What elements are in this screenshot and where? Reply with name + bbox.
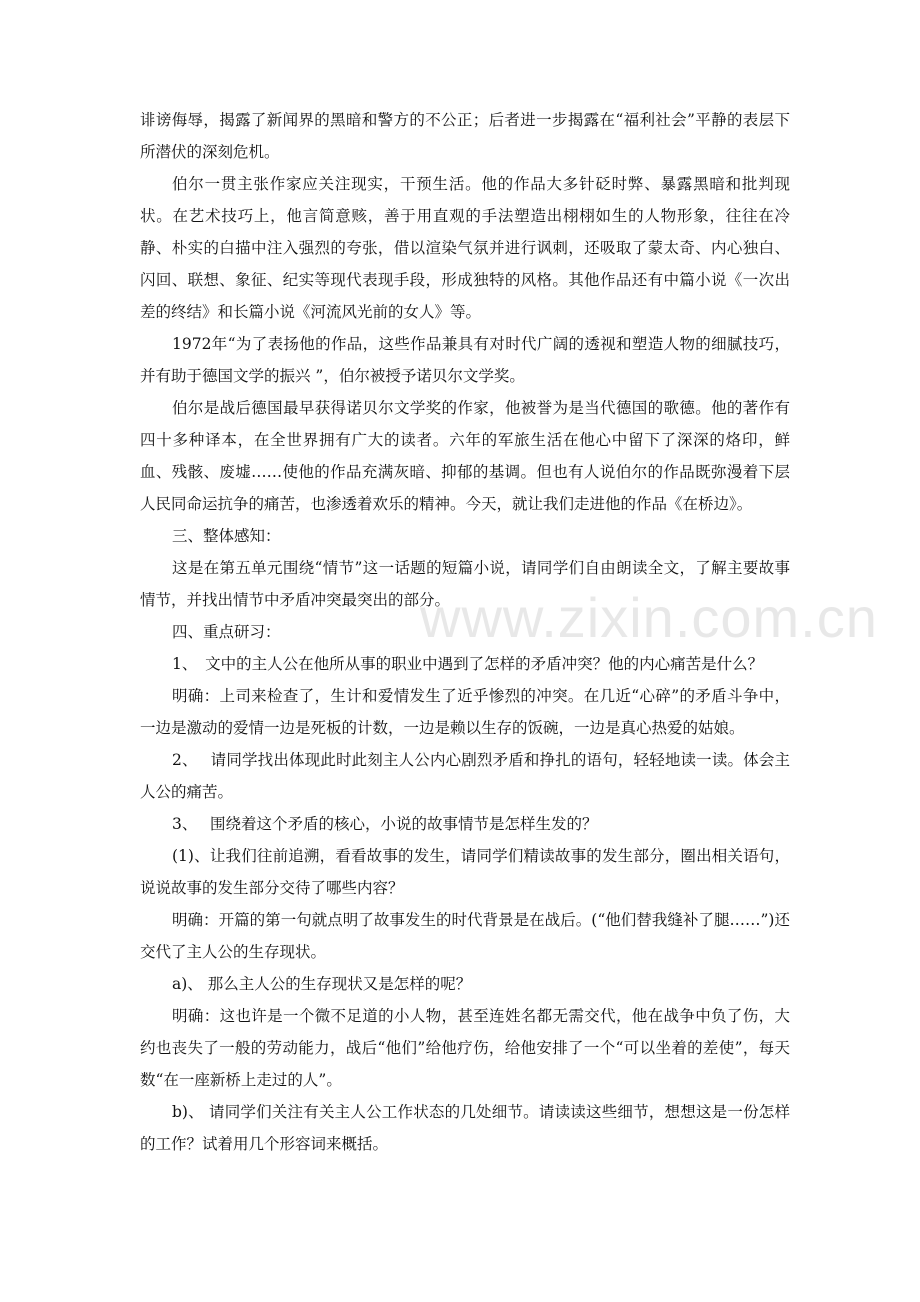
- section-heading-overall: 三、整体感知：: [172, 527, 281, 545]
- answer-a: 明确：这也许是一个微不足道的小人物，甚至连姓名都无需交代，他在战争中负了伤，大约也丧失了一般的劳动能力，战后“他们”给他疗伤，给他安排了一个“可以坐着的差使”，每天数“在一座新桥上走过的人”。: [140, 1007, 790, 1089]
- section-heading-key-study: 四、重点研习：: [172, 623, 281, 641]
- question-1: 1、 文中的主人公在他所从事的职业中遇到了怎样的矛盾冲突？他的内心痛苦是什么？: [172, 655, 764, 673]
- paragraph-continued: 诽谤侮辱，揭露了新闻界的黑暗和警方的不公正；后者进一步揭露在“福利社会”平静的表层下所潜伏的深刻危机。: [140, 111, 790, 161]
- paragraph-boll-style: 伯尔一贯主张作家应关注现实，干预生活。他的作品大多针砭时弊、暴露黑暗和批判现状。在艺术技巧上，他言简意赅，善于用直观的手法塑造出栩栩如生的人物形象，往往在冷静、朴实的白描中注入强烈的夸张，借以渲染气氛并进行讽刺，还吸取了蒙太奇、内心独白、闪回、联想、象征、纪实等现代表现手段，形成独特的风格。其他作品还有中篇小说《一次出差的终结》和长篇小说《河流风光前的女人》等。: [140, 175, 790, 321]
- answer-3-1: 明确：开篇的第一句就点明了故事发生的时代背景是在战后。(“他们替我缝补了腿……”)还交代了主人公的生存现状。: [140, 911, 790, 961]
- question-3: 3、 围绕着这个矛盾的核心，小说的故事情节是怎样生发的？: [172, 815, 598, 833]
- answer-1: 明确：上司来检查了，生计和爱情发生了近乎惨烈的冲突。在几近“心碎”的矛盾斗争中，一边是激动的爱情一边是死板的计数，一边是赖以生存的饭碗，一边是真心热爱的姑娘。: [140, 687, 790, 737]
- paragraph-nobel-1972: 1972年“为了表扬他的作品，这些作品兼具有对时代广阔的透视和塑造人物的细腻技巧，并有助于德国文学的振兴 ”，伯尔被授予诺贝尔文学奖。: [140, 335, 790, 385]
- document-body: [140, 104, 790, 1160]
- paragraph-overall-task: 这是在第五单元围绕“情节”这一话题的短篇小说，请同学们自由朗读全文，了解主要故事情节，并找出情节中矛盾冲突最突出的部分。: [140, 559, 790, 609]
- paragraph-boll-reputation: 伯尔是战后德国最早获得诺贝尔文学奖的作家，他被誉为是当代德国的歌德。他的著作有四十多种译本，在全世界拥有广大的读者。六年的军旅生活在他心中留下了深深的烙印，鲜血、残骸、废墟……使他的作品充满灰暗、抑郁的基调。但也有人说伯尔的作品既弥漫着下层人民同命运抗争的痛苦，也渗透着欢乐的精神。今天，就让我们走进他的作品《在桥边》。: [140, 399, 790, 513]
- question-3-1: (1)、让我们往前追溯，看看故事的发生，请同学们精读故事的发生部分，圈出相关语句，说说故事的发生部分交待了哪些内容？: [140, 847, 790, 897]
- question-2: 2、 请同学找出体现此时此刻主人公内心剧烈矛盾和挣扎的语句，轻轻地读一读。体会主人公的痛苦。: [140, 751, 790, 801]
- question-a: a)、 那么主人公的生存现状又是怎样的呢？: [172, 975, 472, 993]
- watermark: www.zixin.com.cn: [420, 586, 878, 649]
- question-b: b)、 请同学们关注有关主人公工作状态的几处细节。请读读这些细节，想想这是一份怎样的工作？试着用几个形容词来概括。: [140, 1103, 790, 1153]
